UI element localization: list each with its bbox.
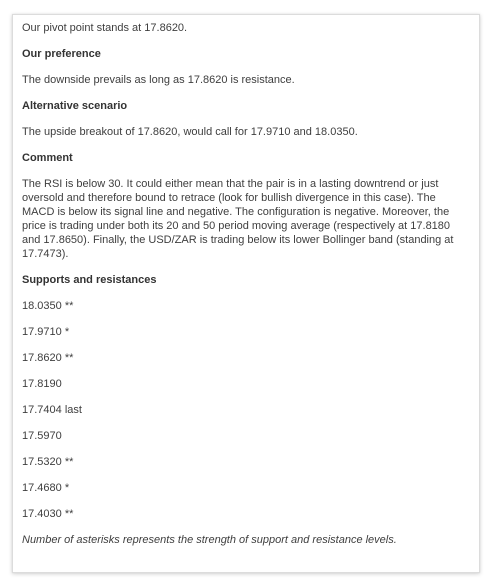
level-item: 17.4680 *	[22, 482, 70, 494]
preference-text: The downside prevails as long as 17.8620 is resistance.	[22, 74, 295, 86]
level-item: 18.0350 **	[22, 300, 74, 312]
alternative-heading: Alternative scenario	[22, 100, 128, 112]
preference-heading: Our preference	[22, 48, 101, 60]
asterisk-note: Number of asterisks represents the strength of support and resistance levels.	[22, 534, 397, 546]
comment-heading: Comment	[22, 152, 73, 164]
supports-heading: Supports and resistances	[22, 274, 157, 286]
level-item: 17.8620 **	[22, 352, 74, 364]
level-item: 17.8190	[22, 378, 62, 390]
analysis-card	[12, 14, 480, 573]
levels-list	[22, 299, 469, 521]
level-item: 17.9710 *	[22, 326, 70, 338]
comment-text: The RSI is below 30. It could either mean that the pair is in a lasting downtrend or just oversold and therefore bound to retrace (look for bullish divergence in this case). The MACD is below its signal line and negative. The configuration is negative. Moreover, the price is trading under both its 20 and 50 period moving average (respectively at 17.8180 and 17.8650). Finally, the USD/ZAR is trading below its lower Bollinger band (standing at 17.7473).	[22, 178, 454, 260]
level-item: 17.4030 **	[22, 508, 74, 520]
alternative-text: The upside breakout of 17.8620, would call for 17.9710 and 18.0350.	[22, 126, 358, 138]
level-item: 17.7404 last	[22, 404, 82, 416]
pivot-text: Our pivot point stands at 17.8620.	[22, 22, 188, 34]
level-item: 17.5970	[22, 430, 62, 442]
level-item: 17.5320 **	[22, 456, 74, 468]
